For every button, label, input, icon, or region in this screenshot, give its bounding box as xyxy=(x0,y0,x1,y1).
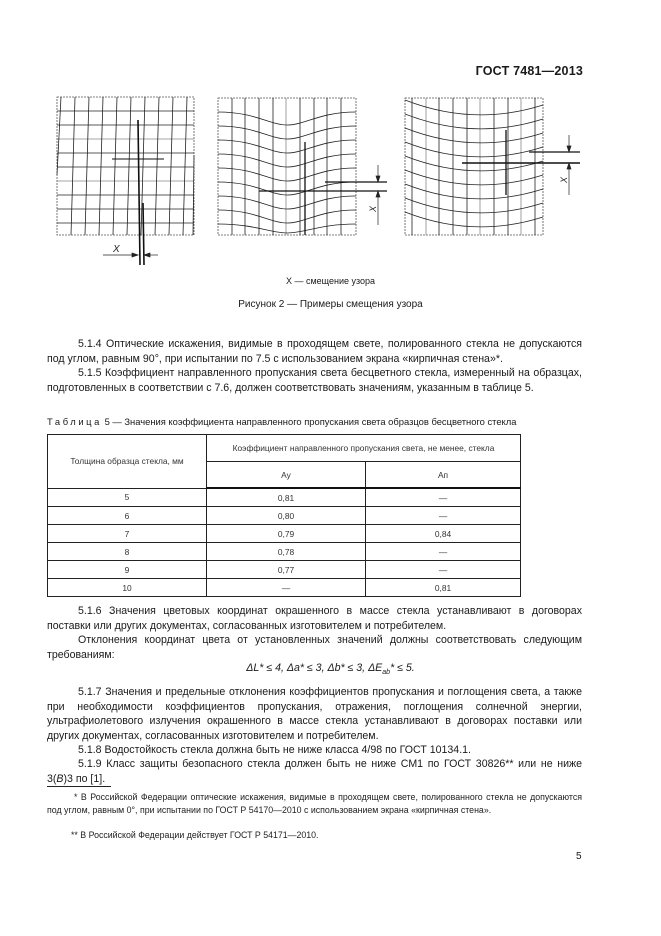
cell-thickness: 6 xyxy=(48,507,207,525)
formula-db: Δb* ≤ 3, xyxy=(327,662,369,674)
cell-ap: — xyxy=(366,488,521,507)
formula-de-sub: ab xyxy=(382,669,391,677)
table-row xyxy=(48,488,521,507)
table-row xyxy=(48,507,521,525)
figure-panel-curved-grid xyxy=(402,95,582,245)
paragraph-5-1-5: 5.1.5 Коэффициент направленного пропускания света бесцветного стекла, измеренный на образцах, подготовленных в соответствии с 7.6, должен соответствовать значениям, указанным в таблице 5. xyxy=(47,367,582,394)
table-row xyxy=(48,543,521,561)
table-title-text: 5 — Значения коэффициента направленного пропускания света образцов бесцветного стекла xyxy=(101,416,517,427)
formula-da: Δa* ≤ 3, xyxy=(286,662,328,674)
table-row xyxy=(48,579,521,597)
formula-dl: ΔL* ≤ 4, xyxy=(246,662,287,674)
paragraph-5-1-9 xyxy=(47,757,582,786)
transmittance-table xyxy=(47,434,521,597)
table-title xyxy=(47,416,516,427)
header-coefficient-group: Коэффициент направленного пропускания света, не менее, стекла xyxy=(207,435,521,462)
cell-ay: 0,78 xyxy=(207,543,366,561)
table-row xyxy=(48,525,521,543)
figure-panel-slanted-grid xyxy=(55,95,205,270)
formula-de: ΔE xyxy=(368,662,383,674)
paragraph-5-1-7: 5.1.7 Значения и предельные отклонения коэффициентов пропускания и поглощения света, а также при необходимости коэффициентов пропускания, отражения, поглощения солнечной энергии, ультрафиолетового излучения окрашенного в массе стекла устанавливают в договорах поставки или других документах, согласованных изготовителем и потребителем. xyxy=(47,686,582,742)
p519-part-a: 5.1.9 Класс защиты безопасного стекла должен быть не ниже СМ1 по ГОСТ 30826** или не ниже 3( xyxy=(47,758,582,785)
cell-thickness: 10 xyxy=(48,579,207,597)
figure-caption: Рисунок 2 — Примеры смещения узора xyxy=(238,299,423,310)
cell-ap: — xyxy=(366,561,521,579)
header-ap: Ап xyxy=(366,462,521,489)
cell-ay: 0,77 xyxy=(207,561,366,579)
paragraph-5-1-6-deviations: Отклонения координат цвета от установленных значений должны соответствовать следующим требованиям: xyxy=(47,634,582,661)
footnote-separator xyxy=(47,786,111,787)
figure-legend: X — смещение узора xyxy=(285,276,376,286)
cell-ay: 0,80 xyxy=(207,507,366,525)
table-row xyxy=(48,561,521,579)
document-header-id: ГОСТ 7481—2013 xyxy=(475,64,583,78)
paragraph-5-1-8: 5.1.8 Водостойкость стекла должна быть не ниже класса 4/98 по ГОСТ 10134.1. xyxy=(78,744,471,756)
cell-ay: 0,79 xyxy=(207,525,366,543)
header-thickness: Толщина образца стекла, мм xyxy=(48,435,207,489)
cell-thickness: 7 xyxy=(48,525,207,543)
p519-italic-b: B xyxy=(56,772,64,785)
cell-ay: — xyxy=(207,579,366,597)
cell-thickness: 5 xyxy=(48,488,207,507)
footnote-2: ** В Российской Федерации действует ГОСТ Р 54171—2010. xyxy=(71,830,319,840)
table-title-prefix: Таблица xyxy=(47,416,102,427)
cell-ap: — xyxy=(366,543,521,561)
cell-ap: 0,84 xyxy=(366,525,521,543)
dimension-label-x: X xyxy=(559,176,569,183)
cell-ap: 0,81 xyxy=(366,579,521,597)
header-ay: Ау xyxy=(207,462,366,489)
cell-ay: 0,81 xyxy=(207,488,366,507)
p519-part-c: )3 по [1]. xyxy=(63,772,106,785)
color-deviation-formula xyxy=(0,662,661,676)
cell-ap: — xyxy=(366,507,521,525)
footnote-1: * В Российской Федерации оптические искажения, видимые в проходящем свете, полированного стекла не допускаются под углом, равным 0°, при испытании по ГОСТ Р 54170—2010 с использованием экрана «кирпичная стена». xyxy=(47,792,582,815)
cell-thickness: 8 xyxy=(48,543,207,561)
paragraph-5-1-6: 5.1.6 Значения цветовых координат окрашенного в массе стекла устанавливают в договорах поставки или других документах, согласованных изготовителем и потребителем. xyxy=(47,605,582,632)
dimension-label-x: X xyxy=(368,205,378,212)
formula-de-post: * ≤ 5. xyxy=(390,662,415,674)
dimension-label-x: X xyxy=(113,244,120,255)
cell-thickness: 9 xyxy=(48,561,207,579)
paragraph-5-1-4: 5.1.4 Оптические искажения, видимые в проходящем свете, полированного стекла не допускаются под углом, равным 90°, при испытании по 7.5 с использованием экрана «кирпичная стена»*. xyxy=(47,338,582,365)
page-number: 5 xyxy=(576,851,582,862)
figure-panel-wave-grid xyxy=(215,95,390,245)
